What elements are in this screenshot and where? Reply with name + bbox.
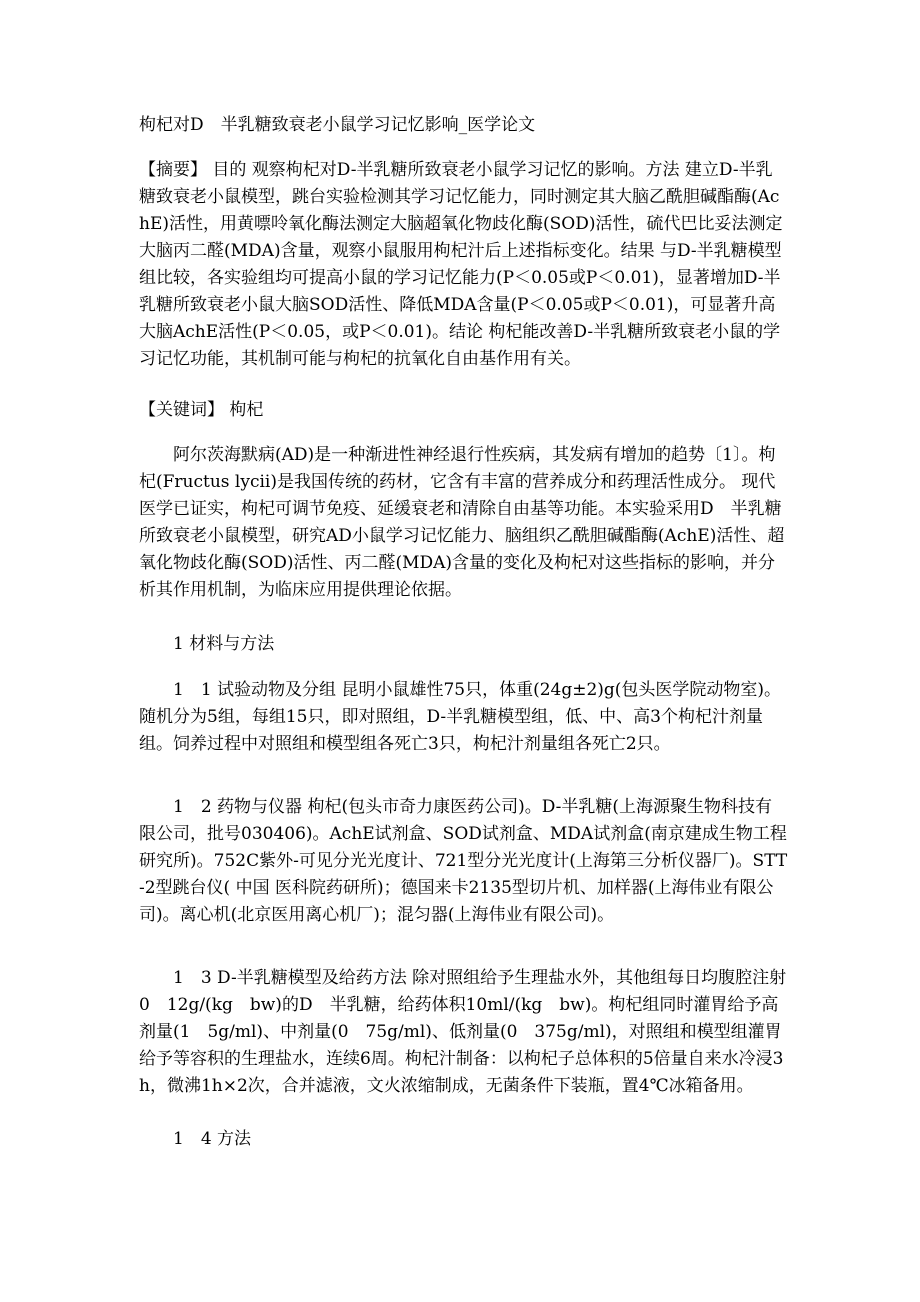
- document-title: 枸杞对D 半乳糖致衰老小鼠学习记忆影响_医学论文: [139, 115, 536, 135]
- intro-paragraph: 阿尔茨海默病(AD)是一种渐进性神经退行性疾病，其发病有增加的趋势〔1〕。枸杞(Fructus lycii)是我国传统的药材，它含有丰富的营养成分和药理活性成分。 现代 医学已证实，枸杞可调节免疫、延缓衰老和清除自由基等功能。本实验采用D 半乳糖所致衰老小鼠模型，研究AD小鼠学习记忆能力、脑组织乙酰胆碱酯酶(AchE)活性、超氧化物歧化酶(SOD)活性、丙二醛(MDA)含量的变化及枸杞对这些指标的影响，并分析其作用机制，为临床应用提供理论依据。: [139, 445, 785, 600]
- keywords-label: 【关键词】: [139, 400, 224, 420]
- abstract-paragraph: [139, 157, 789, 373]
- section-1-3-paragraph: 1 3 D-半乳糖模型及给药方法 除对照组给予生理盐水外，其他组每日均腹腔注射0 12g/(kg bw)的D 半乳糖，给药体积10ml/(kg bw)。枸杞组同时灌胃给予高剂量(1 5g/ml)、中剂量(0 75g/ml)、低剂量(0 375g/ml)，对照组和模型组灌胃给予等容积的生理盐水，连续6周。枸杞汁制备：以枸杞子总体积的5倍量自来水冷浸3h，微沸1h×2次，合并滤液，文火浓缩制成，无菌条件下装瓶，置4℃冰箱备用。: [139, 968, 787, 1096]
- abstract-text: 目的 观察枸杞对D-半乳糖所致衰老小鼠学习记忆的影响。方法 建立D-半乳糖致衰老小鼠模型，跳台实验检测其学习记忆能力，同时测定其大脑乙酰胆碱酯酶(AchE)活性，用黄嘌呤氧化酶法测定大脑超氧化物歧化酶(SOD)活性，硫代巴比妥法测定大脑丙二醛(MDA)含量，观察小鼠服用枸杞汁后上述指标变化。结果 与D-半乳糖模型组比较，各实验组均可提高小鼠的学习记忆能力(P＜0.05或P＜0.01)，显著增加D-半乳糖所致衰老小鼠大脑SOD活性、降低MDA含量(P＜0.05或P＜0.01)，可显著升高大脑AchE活性(P＜0.05，或P＜0.01)。结论 枸杞能改善D-半乳糖所致衰老小鼠的学习记忆功能，其机制可能与枸杞的抗氧化自由基作用有关。: [139, 160, 783, 369]
- section-1-2-paragraph: 1 2 药物与仪器 枸杞(包头市奇力康医药公司)。D-半乳糖(上海源聚生物科技有限公司，批号030406)。AchE试剂盒、SOD试剂盒、MDA试剂盒(南京建成生物工程研究所)。752C紫外-可见分光光度计、721型分光光度计(上海第三分析仪器厂)。STT-2型跳台仪( 中国 医科院药研所)；德国来卡2135型切片机、加样器(上海伟业有限公司)。离心机(北京医用离心机厂)；混匀器(上海伟业有限公司)。: [139, 797, 788, 925]
- section-1-4-heading: 1 4 方法: [173, 1129, 252, 1149]
- keywords-text: 枸杞: [224, 400, 264, 420]
- section-1-heading: 1 材料与方法: [173, 634, 275, 654]
- keywords-paragraph: [139, 397, 789, 424]
- section-1-1-paragraph: 1 1 试验动物及分组 昆明小鼠雄性75只，体重(24g±2)g(包头医学院动物室)。随机分为5组，每组15只，即对照组，D-半乳糖模型组，低、中、高3个枸杞汁剂量组。饲养过程中对照组和模型组各死亡3只，枸杞汁剂量组各死亡2只。: [139, 680, 782, 754]
- abstract-label: 【摘要】: [139, 160, 207, 180]
